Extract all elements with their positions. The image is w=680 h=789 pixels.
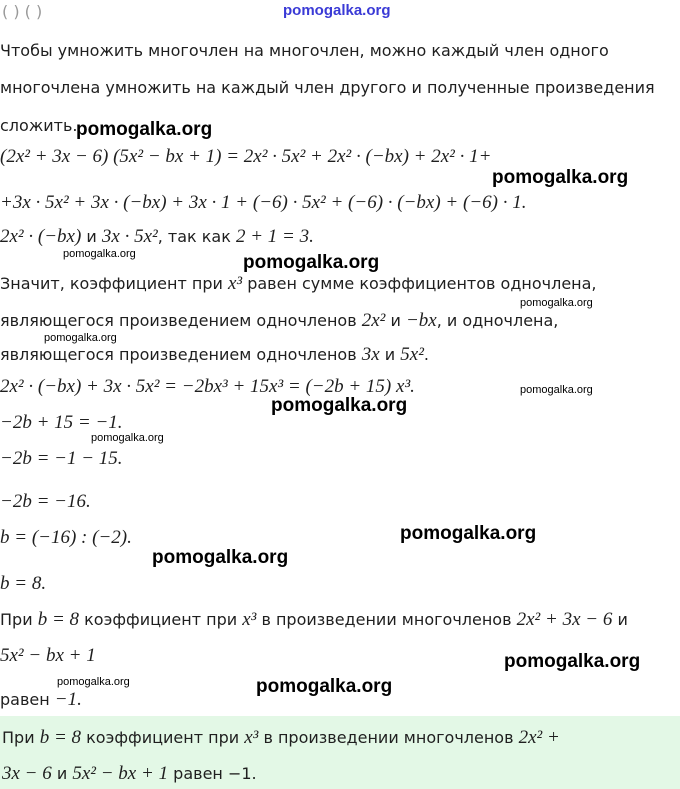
answer-math-2c: 5x² − bx + 1 — [72, 763, 169, 784]
answer-line-1 — [2, 728, 560, 748]
concl-math-f: 2x² + 3x − 6 — [516, 609, 613, 630]
watermark-small: pomogalka.org — [520, 297, 593, 309]
expansion-line-2: +3x · 5x² + 3x · (−bx) + 3x · 1 + (−6) · 5x² + (−6) · (−bx) + (−6) · 1. — [0, 192, 527, 213]
answer-math-2a: 3x − 6 — [2, 763, 52, 784]
reason-text: , так как — [157, 227, 231, 246]
cut-off-text: ( ) ( ) — [2, 2, 43, 21]
watermark-small: pomogalka.org — [91, 432, 164, 444]
concl-text-3a: равен — [0, 690, 50, 709]
term-2: 3x · 5x² — [101, 226, 158, 247]
watermark-small: pomogalka.org — [57, 676, 130, 688]
answer-text-a: При — [2, 728, 35, 747]
concl-text-g: и — [617, 610, 628, 629]
coef-text-2e: , и одночлена, — [436, 311, 559, 330]
answer-text-2d: равен −1. — [173, 764, 257, 783]
coef-text-1a: Значит, коэффициент при — [0, 274, 223, 293]
terms-line — [0, 227, 314, 247]
coef-math-1b: x³ — [227, 273, 243, 294]
watermark: pomogalka.org — [243, 252, 380, 273]
coef-line-3 — [0, 345, 429, 365]
answer-math-f: 2x² + — [518, 727, 560, 748]
answer-box — [0, 716, 680, 789]
watermark: pomogalka.org — [271, 395, 408, 416]
solve-line-4: −2b = −16. — [0, 491, 91, 512]
solve-line-5: b = (−16) : (−2). — [0, 527, 132, 548]
watermark: pomogalka.org — [492, 167, 629, 188]
answer-text-c: коэффициент при — [86, 728, 240, 747]
concl-math-b: b = 8 — [37, 609, 80, 630]
watermark: pomogalka.org — [400, 523, 537, 544]
concl-math-d: x³ — [242, 609, 257, 630]
watermark-small: pomogalka.org — [520, 384, 593, 396]
coef-text-3c: и — [384, 345, 396, 364]
degree-sum: 2 + 1 = 3. — [235, 226, 314, 247]
coef-line-2 — [0, 311, 558, 331]
coef-text-3e: . — [423, 345, 430, 364]
coef-text-1c: равен сумме коэффициентов одночлена, — [247, 274, 597, 293]
solve-line-2: −2b + 15 = −1. — [0, 412, 123, 433]
coef-text-2c: и — [390, 311, 401, 330]
coef-text-3a: являющегося произведением одночленов — [0, 345, 357, 364]
conclusion-line-1 — [0, 610, 628, 630]
solve-line-6: b = 8. — [0, 573, 47, 594]
conjunction: и — [86, 227, 97, 246]
coef-math-3d: 5x² — [400, 344, 424, 365]
answer-line-2 — [2, 764, 257, 784]
coef-math-2b: 2x² — [361, 310, 386, 331]
watermark-small: pomogalka.org — [44, 332, 117, 344]
paragraph-line-3: сложить. — [0, 116, 78, 135]
answer-text-2b: и — [56, 764, 68, 783]
concl-text-c: коэффициент при — [84, 610, 238, 629]
answer-math-b: b = 8 — [39, 727, 82, 748]
expansion-line-1: (2x² + 3x − 6) (5x² − bx + 1) = 2x² · 5x² + 2x² · (−bx) + 2x² · 1+ — [0, 146, 492, 167]
watermark: pomogalka.org — [256, 676, 393, 697]
conclusion-line-2: 5x² − bx + 1 — [0, 645, 96, 666]
concl-text-a: При — [0, 610, 33, 629]
coef-math-3b: 3x — [361, 344, 380, 365]
solve-line-1: 2x² · (−bx) + 3x · 5x² = −2bx³ + 15x³ = (−2b + 15) x³. — [0, 376, 415, 397]
answer-text-e: в произведении многочленов — [263, 728, 514, 747]
answer-math-d: x³ — [244, 727, 259, 748]
paragraph-line-2: многочлена умножить на каждый член другого и полученные произведения — [0, 78, 655, 97]
conclusion-line-3 — [0, 690, 82, 710]
coef-math-2d: −bx — [405, 310, 437, 331]
header-watermark: pomogalka.org — [283, 2, 391, 19]
watermark: pomogalka.org — [76, 119, 213, 140]
coef-text-2a: являющегося произведением одночленов — [0, 311, 357, 330]
coef-line-1 — [0, 274, 597, 294]
term-1: 2x² · (−bx) — [0, 226, 82, 247]
watermark: pomogalka.org — [152, 547, 289, 568]
solve-line-3: −2b = −1 − 15. — [0, 448, 123, 469]
watermark: pomogalka.org — [504, 651, 641, 672]
watermark-small: pomogalka.org — [63, 248, 136, 260]
paragraph-line-1: Чтобы умножить многочлен на многочлен, можно каждый член одного — [0, 41, 609, 60]
concl-text-e: в произведении многочленов — [261, 610, 512, 629]
concl-math-3b: −1. — [54, 689, 82, 710]
